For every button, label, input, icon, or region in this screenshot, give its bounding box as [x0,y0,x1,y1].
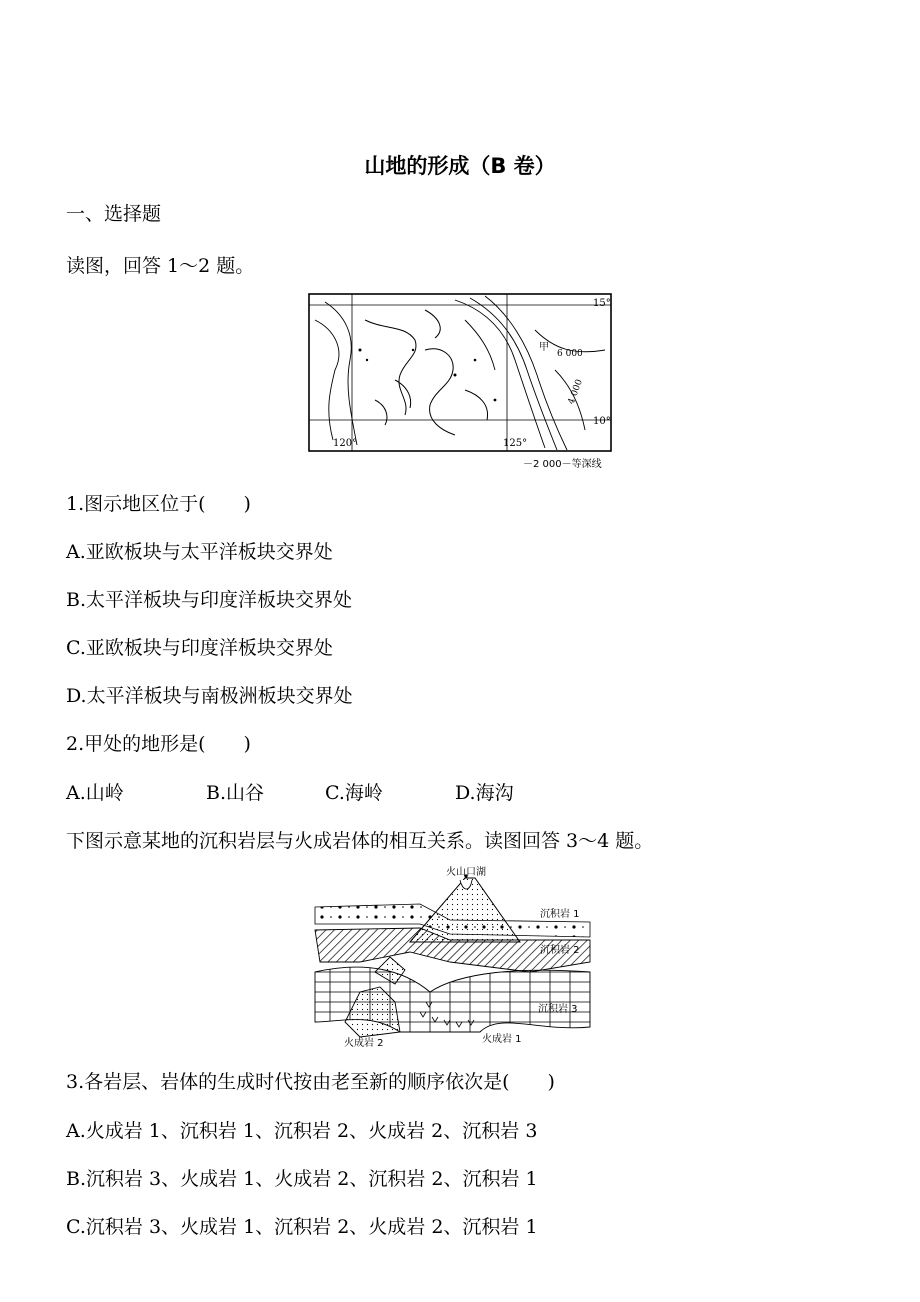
q2-option-d: D.海沟 [455,782,514,804]
map-legend: －2 000－等深线 [523,459,602,470]
islands [359,349,497,402]
lon-120-label: 120° [333,438,358,449]
q2-option-a: A.山岭 [66,782,124,804]
geology-cross-section [300,862,600,1052]
lat-10-label: 10° [593,416,611,427]
q2-stem: 2.甲处的地形是( ) [66,733,251,755]
q1-option-a: A.亚欧板块与太平洋板块交界处 [66,541,333,563]
q1-option-c: C.亚欧板块与印度洋板块交界处 [66,637,333,659]
page-title: 山地的形成（B 卷） [364,154,556,178]
section-heading: 一、选择题 [66,203,162,225]
label-ign-2: 火成岩 2 [344,1038,384,1049]
lat-15-label: 15° [593,298,611,309]
intro-q3-4: 下图示意某地的沉积岩层与火成岩体的相互关系。读图回答 3～4 题。 [66,830,654,852]
q3-option-c: C.沉积岩 3、火成岩 1、沉积岩 2、火成岩 2、沉积岩 1 [66,1216,538,1238]
q1-option-b: B.太平洋板块与印度洋板块交界处 [66,589,353,611]
q3-stem: 3.各岩层、岩体的生成时代按由老至新的顺序依次是( ) [66,1071,555,1093]
bathymetric-map [305,290,615,475]
coastlines [365,310,488,435]
q3-option-a: A.火成岩 1、沉积岩 1、沉积岩 2、火成岩 2、沉积岩 3 [66,1120,538,1142]
q2-options [66,780,514,806]
q2-option-b: B.山谷 [206,782,265,804]
map-frame [309,294,611,451]
label-crater-lake: 火山口湖 [446,867,486,878]
label-sed-3: 沉积岩 3 [538,1004,578,1015]
contour-4000-label: 4 000 [566,378,585,406]
q2-option-c: C.海岭 [325,782,383,804]
contour-lines [315,296,605,450]
label-ign-1: 火成岩 1 [482,1034,522,1045]
label-sed-2: 沉积岩 2 [540,945,580,956]
label-jia: 甲 [539,342,549,353]
q1-option-d: D.太平洋板块与南极洲板块交界处 [66,685,353,707]
label-sed-1: 沉积岩 1 [540,909,580,920]
q3-option-b: B.沉积岩 3、火成岩 1、火成岩 2、沉积岩 2、沉积岩 1 [66,1168,538,1190]
contour-6000-label: 6 000 [557,349,583,359]
intro-q1-2: 读图，回答 1～2 题。 [66,255,255,277]
q1-stem: 1.图示地区位于( ) [66,493,251,515]
lon-125-label: 125° [503,438,528,449]
